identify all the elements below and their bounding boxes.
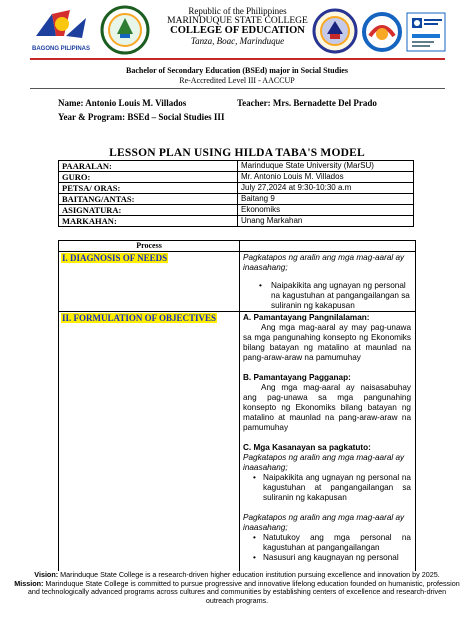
diagnosis-bullet: • Naipakikita ang ugnayan ng personal na kagustuhan at pangangailangan sa suliranin ng kakapusan <box>243 281 411 311</box>
vision-text: Marinduque State College is a research-driven higher education institution pursuing excellence and innovation by 2025. <box>58 570 440 579</box>
objective-a-text: Ang mga mag-aaral ay may pag-unawa sa mga pangunahing konsepto ng Ekonomiks bilang batayan ng matalino at maunlad na pang-araw-araw na pamumuhay <box>243 323 411 362</box>
row-key: PAARALAN: <box>59 161 238 172</box>
bagong-pilipinas-logo <box>30 6 92 58</box>
row-value: Ekonomiks <box>238 205 414 216</box>
name-value: Antonio Louis M. Villados <box>85 98 187 108</box>
quality-seal-logo <box>362 10 402 54</box>
row-value: Marinduque State University (MarSU) <box>238 161 414 172</box>
column-divider <box>239 251 240 571</box>
iso-certification-logo <box>406 12 446 52</box>
name-label: Name: <box>58 98 84 108</box>
table-row <box>59 172 414 183</box>
accreditation-line: Re-Accredited Level III - AACCUP <box>179 76 295 85</box>
objective-c-bullet-3: • Nasusuri ang kaugnayan ng personal <box>243 553 411 563</box>
row-key: BAITANG/ANTAS: <box>59 194 238 205</box>
row-value: Unang Markahan <box>238 216 414 227</box>
objective-c-bullet: • Naipakikita ang ugnayan ng personal na kagustuhan at pangangailangan sa suliranin ng kakapusan <box>243 473 411 503</box>
objective-b-title: B. Pamantayang Pagganap: <box>243 373 351 382</box>
row-divider <box>59 311 415 312</box>
teacher-label: Teacher: <box>237 98 271 108</box>
process-header-blank <box>240 241 415 252</box>
program-line: Bachelor of Secondary Education (BSEd) major in Social Studies <box>126 66 348 75</box>
year-program <box>58 112 224 122</box>
bagong-pilipinas-caption: BAGONG PILIPINAS <box>31 46 91 52</box>
row-key: PETSA/ ORAS: <box>59 183 238 194</box>
header-divider <box>30 58 445 60</box>
lesson-info-table <box>58 160 414 227</box>
objective-c-title: C. Mga Kasanayan sa pagkatuto: <box>243 443 371 452</box>
program-value: BSEd – Social Studies III <box>127 112 225 122</box>
objective-c-bullet-2: • Natutukoy ang mga personal na kagustuhan at pangangailangan <box>243 533 411 553</box>
row-key: MARKAHAN: <box>59 216 238 227</box>
marsc-seal-logo <box>100 4 150 56</box>
objective-c-intro: Pagkatapos ng aralin ang mga mag-aaral ay inaasahang; <box>243 453 405 472</box>
teacher-name <box>237 98 377 108</box>
objective-a-title: A. Pamantayang Pangnilalaman: <box>243 313 370 322</box>
objective-b-text: Ang mga mag-aaral ay naisasabuhay ang pag-unawa sa mga pangunahing konsepto ng Ekonomiks bilang batayan ng matalino at maunlad na pang-araw-araw na pamumuhay <box>243 383 411 432</box>
student-name <box>58 98 186 108</box>
teacher-value: Mrs. Bernadette Del Prado <box>272 98 377 108</box>
objectives-content <box>243 313 411 563</box>
row-value: Baitang 9 <box>238 194 414 205</box>
table-row <box>59 183 414 194</box>
diagnosis-intro: Pagkatapos ng aralin ang mga mag-aaral ay inaasahang; <box>243 253 405 272</box>
objectives-stage-label: II. FORMULATION OF OBJECTIVES <box>62 313 217 323</box>
page-title: LESSON PLAN USING HILDA TABA'S MODEL <box>109 147 365 159</box>
process-header: Process <box>59 241 240 252</box>
mission-label: Mission: <box>14 578 44 588</box>
process-table <box>58 240 416 571</box>
table-row <box>59 161 414 172</box>
row-key: ASIGNATURA: <box>59 205 238 216</box>
header-rule <box>30 88 445 89</box>
row-value: Mr. Antonio Louis M. Villados <box>238 172 414 183</box>
vision-label: Vision: <box>34 570 59 579</box>
row-key: GURO: <box>59 172 238 183</box>
republic-line: Republic of the Philippines <box>188 6 287 16</box>
college-name: MARINDUQUE STATE COLLEGE <box>167 16 308 26</box>
row-value: July 27,2024 at 9:30-10:30 a.m <box>238 183 414 194</box>
mission-statement <box>14 580 460 606</box>
college-location: Tanza, Boac, Marinduque <box>190 36 285 46</box>
diagnosis-stage-label: I. DIAGNOSIS OF NEEDS <box>62 253 168 263</box>
mission-text: Marinduque State College is committed to pursue progressive and innovative lifelong education founded on humanistic, profession and technologically advanced programs across cultures and communities by establishing centers of excellence and research-driven outreach programs. <box>27 578 460 605</box>
department-name: COLLEGE OF EDUCATION <box>170 25 305 36</box>
objective-c-intro-2: Pagkatapos ng aralin ang mga mag-aaral ay inaasahang; <box>243 513 405 532</box>
diagnosis-content <box>243 253 411 311</box>
table-row <box>59 216 414 227</box>
table-row <box>59 205 414 216</box>
college-header <box>150 6 325 46</box>
table-row <box>59 194 414 205</box>
vision-mission-footer <box>14 571 460 605</box>
program-label: Year & Program: <box>58 112 126 122</box>
